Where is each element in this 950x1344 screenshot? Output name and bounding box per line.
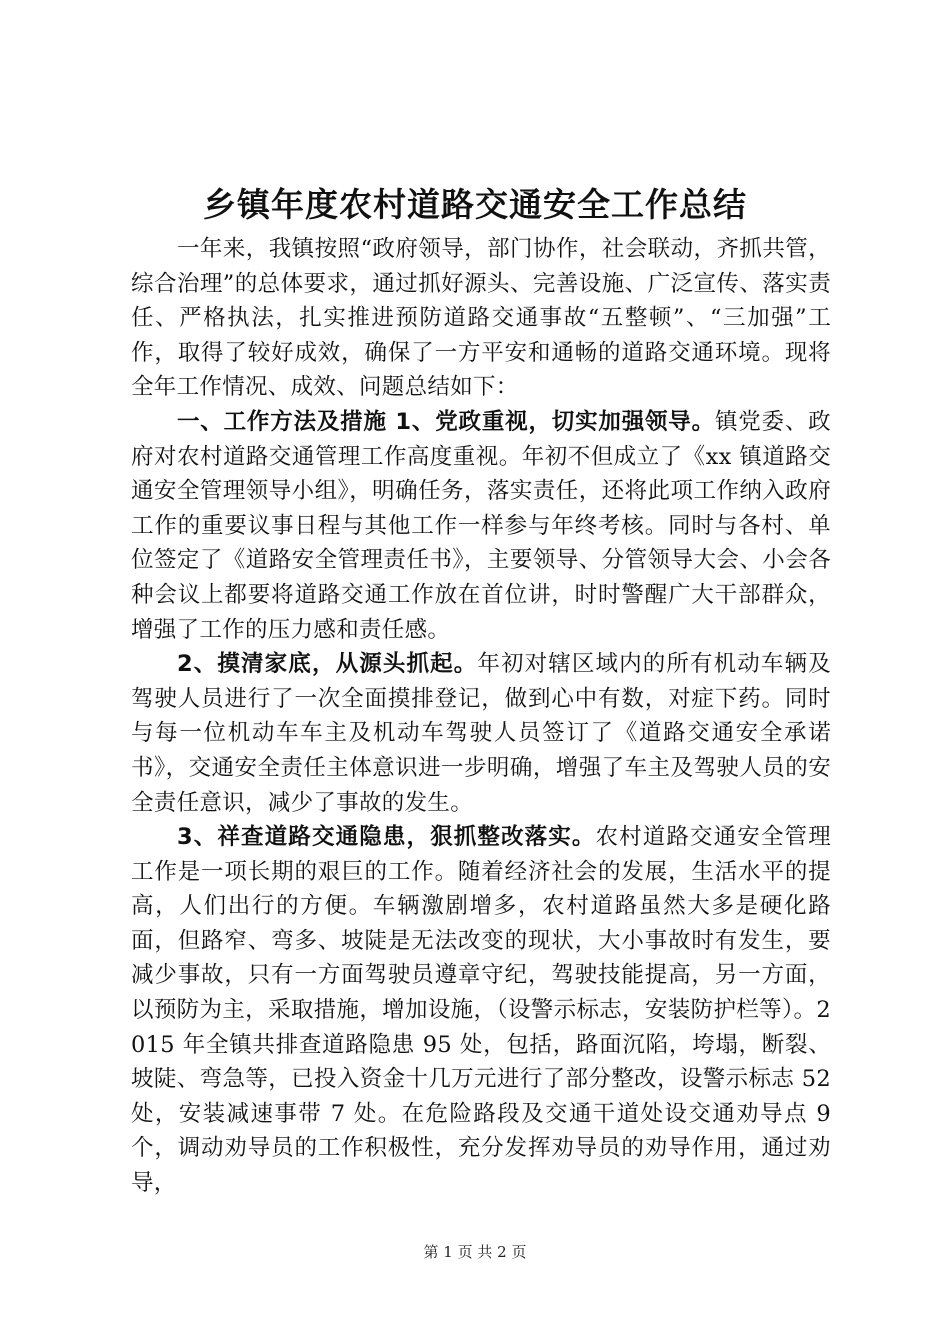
paragraph-heading: 一、工作方法及措施 1、党政重视，切实加强领导。 <box>177 408 715 435</box>
paragraph-heading: 3、祥查道路交通隐患，狠抓整改落实。 <box>177 824 596 851</box>
paragraph-text: 一年来，我镇按照“政府领导，部门协作，社会联动，齐抓共管，综合治理”的总体要求，通过抓好源头、完善设施、广泛宣传、落实责任、严格执法，扎实推进预防道路交通事故“五整顿”、“三加强”工作，取得了较好成效，确保了一方平安和通畅的道路交通环境。现将全年工作情况、成效、问题总结如下： <box>131 236 831 401</box>
paragraph-section-2 <box>131 647 831 820</box>
paragraph-heading: 2、摸清家底，从源头抓起。 <box>177 651 478 678</box>
page-number-footer: 第 1 页 共 2 页 <box>423 1243 527 1261</box>
document-title: 乡镇年度农村道路交通安全工作总结 <box>203 185 747 224</box>
paragraph-section-3 <box>131 820 831 1201</box>
paragraph-section-1 <box>131 405 831 647</box>
document-body <box>131 232 831 1201</box>
paragraph-text: 年初对辖区域内的所有机动车辆及驾驶人员进行了一次全面摸排登记，做到心中有数，对症下药。同时与每一位机动车车主及机动车驾驶人员签订了《道路交通安全承诺书》，交通安全责任主体意识进一步明确，增强了车主及驾驶人员的安全责任意识，减少了事故的发生。 <box>131 651 831 816</box>
paragraph-text: 镇党委、政府对农村道路交通管理工作高度重视。年初不但成立了《xx 镇道路交通安全管理领导小组》，明确任务，落实责任，还将此项工作纳入政府工作的重要议事日程与其他工作一样参与年终考核。同时与各村、单位签定了《道路安全管理责任书》，主要领导、分管领导大会、小会各种会议上都要将道路交通工作放在首位讲，时时警醒广大干部群众，增强了工作的压力感和责任感。 <box>131 408 831 643</box>
paragraph-text: 农村道路交通安全管理工作是一项长期的艰巨的工作。随着经济社会的发展，生活水平的提高，人们出行的方便。车辆激剧增多，农村道路虽然大多是硬化路面，但路窄、弯多、坡陡是无法改变的现状，大小事故时有发生，要减少事故，只有一方面驾驶员遵章守纪，驾驶技能提高，另一方面，以预防为主，采取措施，增加设施，（设警示标志，安装防护栏等）。2015 年全镇共排查道路隐患 95 处，包括，路面沉陷，垮塌，断裂、坡陡、弯急等，已投入资金十几万元进行了部分整改，设警示标志 52 处，安装减速事带 7 处。在危险路段及交通干道处设交通劝导点 9 个，调动劝导员的工作积极性，充分发挥劝导员的劝导作用，通过劝导， <box>131 824 831 1197</box>
paragraph-intro <box>131 232 831 405</box>
